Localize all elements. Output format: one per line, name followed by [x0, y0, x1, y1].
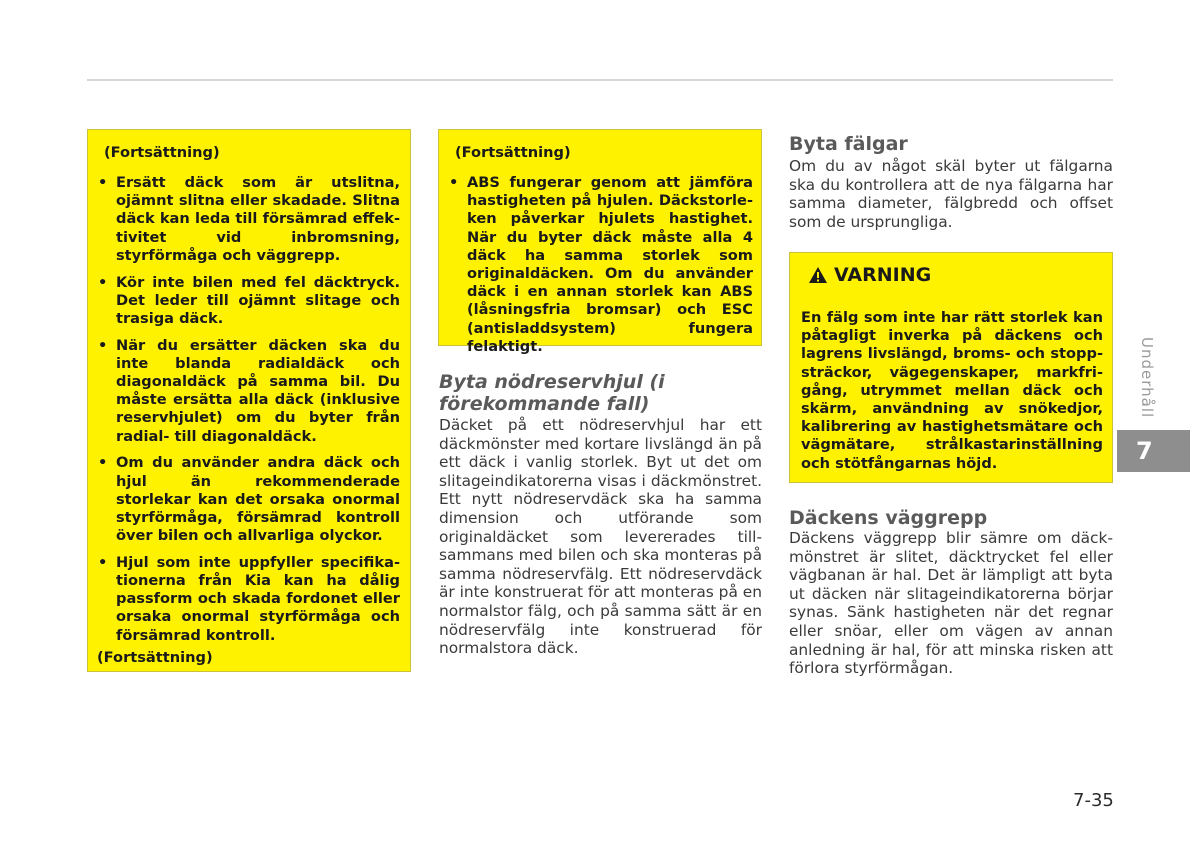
list-item-text: Hjul som inte uppfyller specifikationerna från Kia kan ha dålig passform och skada fordonet eller orsaka onormal styrförmåga och försämrad kontroll. — [116, 553, 400, 644]
grip-text: Däckens väggrepp blir sämre om däckmönstret är slitet, däcktrycket fel eller vägbanan är hal. Det är lämpligt att byta ut däcken när slitageindikatorerna börjar synas. Sänk hastigheten när det regnar eller snöar, eller om vägen av annan anledning är hal, för att minska risken att förlora styrförmågan. — [789, 529, 1113, 678]
header-rule — [87, 79, 1113, 81]
rim-heading: Byta fälgar — [789, 133, 908, 155]
warning-title — [808, 263, 931, 287]
bullet-glyph: • — [449, 174, 459, 191]
bullet-glyph: • — [98, 454, 108, 472]
bullet-glyph: • — [98, 553, 108, 571]
list-item — [98, 174, 400, 265]
spare-wheel-heading: Byta nödreservhjul (i förekommande fall) — [439, 371, 665, 415]
continued-top-label: (Fortsättning) — [455, 144, 571, 161]
list-item-text: Kör inte bilen med fel däcktryck. Det leder till ojämnt slitage och trasiga däck. — [116, 273, 400, 327]
bullet-glyph: • — [98, 273, 108, 291]
rim-text: Om du av något skäl byter ut fälgarna ska du kontrollera att de nya fälgarna har samma diameter, fälgbredd och offset som de ursprungliga. — [789, 157, 1113, 231]
continued-top-label: (Fortsättning) — [104, 144, 220, 161]
left-caution-box — [87, 129, 411, 672]
chapter-tab — [1117, 430, 1190, 472]
page-number: 7-35 — [1073, 790, 1114, 811]
list-item-text: Om du använder andra däck och hjul än rekommenderade storlekar kan det orsaka onormal styrförmåga, försämrad kontroll över bilen och allvarliga olyckor. — [116, 454, 400, 545]
grip-heading: Däckens väggrepp — [789, 507, 988, 529]
list-item-text: ABS fungerar genom att jämföra hastigheten på hjulen. Däckstorleken påverkar hjulets hastighet. När du byter däck måste alla 4 däck ha samma storlek som originaldäcken. Om du använder däck i en annan storlek kan ABS (låsningsfria bromsar) och ESC (antisladdsystem) fungera felaktigt. — [467, 174, 753, 355]
continued-bottom-label: (Fortsättning) — [97, 649, 213, 666]
list-item — [449, 174, 753, 356]
list-item — [98, 454, 400, 545]
list-item — [98, 554, 400, 645]
middle-caution-box — [438, 129, 762, 355]
spare-wheel-text: Däcket på ett nödreservhjul har ett däckmönster med kortare livslängd än på ett däck i vanlig storlek. Byt ut det om slitageindikatorerna visas i däckmönstret. Ett nytt nödreservdäck ska ha samma dimension och utförande som originaldäcket som levererades tillsammans med bilen och ska monteras på samma nödreservfälg. Ett nödreservdäck är inte konstruerat för att monteras på en normalstor fälg, och på samma sätt är en nödreservfälg inte konstruerad för normalstora däck. — [439, 416, 763, 658]
warning-box — [789, 252, 1113, 483]
middle-bullet-list — [449, 174, 753, 356]
list-item — [98, 337, 400, 446]
list-item-text: När du ersätter däcken ska du inte blanda radialdäck och diagonaldäck på samma bil. Du måste ersätta alla däck (inklusive reservhjulet) om du byter från radial- till diagonaldäck. — [116, 336, 400, 445]
warning-triangle-icon — [808, 266, 828, 284]
warning-text: En fälg som inte har rätt storlek kan påtagligt inverka på däckens och lagrens livslängd, broms- och stoppsträckor, vägegenskaper, markfrigång, utrymmet mellan däck och skärm, användning av snökedjor, kalibrering av hastighetsmätare och vägmätare, strålkastarinställning och stötfångarnas höjd. — [801, 309, 1103, 472]
chapter-number: 7 — [1136, 437, 1153, 465]
warning-title-text: VARNING — [834, 264, 932, 286]
left-bullet-list — [98, 174, 400, 653]
list-item-text: Ersätt däck som är utslitna, ojämnt slitna eller skadade. Slitna däck kan leda till försämrad effektivitet vid inbromsning, styrförmåga och väggrepp. — [116, 174, 400, 264]
bullet-glyph: • — [98, 174, 108, 191]
bullet-glyph: • — [98, 336, 108, 354]
section-side-label: Underhåll — [1138, 337, 1156, 419]
list-item — [98, 274, 400, 329]
